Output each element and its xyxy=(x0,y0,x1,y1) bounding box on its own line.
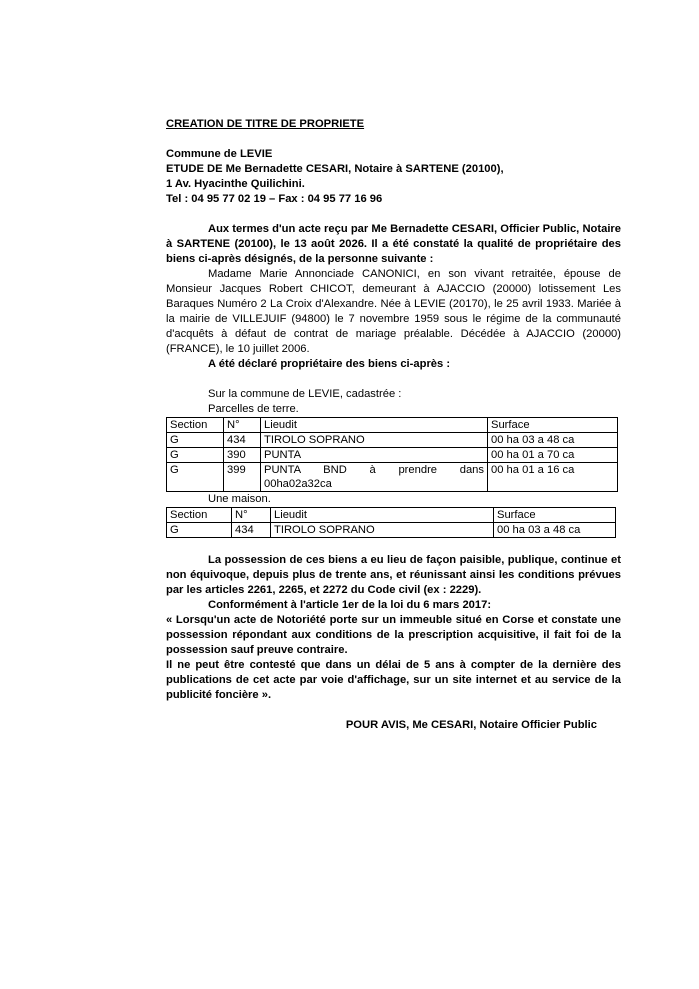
commune-line: Commune de LEVIE xyxy=(166,148,273,160)
cell-section: G xyxy=(167,463,224,492)
cell-surface: 00 ha 03 a 48 ca xyxy=(494,523,616,538)
header-lieudit: Lieudit xyxy=(271,508,494,523)
cell-section: G xyxy=(167,523,232,538)
phone-line: Tel : 04 95 77 02 19 – Fax : 04 95 77 16 96 xyxy=(166,193,383,205)
cell-lieudit: TIROLO SOPRANO xyxy=(261,433,488,448)
cell-num: 399 xyxy=(224,463,261,492)
header-lieudit: Lieudit xyxy=(261,418,488,433)
cell-lieudit xyxy=(261,463,488,492)
cell-lieudit-line2: 00ha02a32ca xyxy=(264,478,332,490)
parcelles-label: Parcelles de terre. xyxy=(208,403,299,415)
header-surface: Surface xyxy=(494,508,616,523)
document-title: CREATION DE TITRE DE PROPRIETE xyxy=(166,118,365,130)
header-surface: Surface xyxy=(488,418,618,433)
possession-paragraph: La possession de ces biens a eu lieu de façon paisible, publique, continue et non équivoque, depuis plus de trente ans, et réunissant ainsi les conditions prévues par les articles 2261, 2265, et 2272 du Code civil (ex : 2229). xyxy=(166,554,621,596)
table-row xyxy=(167,463,618,492)
cell-surface: 00 ha 03 a 48 ca xyxy=(488,433,618,448)
cell-num: 434 xyxy=(224,433,261,448)
etude-line: ETUDE DE Me Bernadette CESARI, Notaire à SARTENE (20100), xyxy=(166,163,504,175)
header-section: Section xyxy=(167,508,232,523)
person-paragraph: Madame Marie Annonciade CANONICI, en son vivant retraitée, épouse de Monsieur Jacques Robert CHICOT, demeurant à AJACCIO (20000) lotissement Les Baraques Numéro 2 La Croix d'Alexandre. Née à LEVIE (20170), le 25 avril 1933. Mariée à la mairie de VILLEJUIF (94800) le 7 novembre 1959 sous le régime de la communauté d'acquêts à défaut de contrat de mariage préalable. Décédée à AJACCIO (20000) (FRANCE), le 10 juillet 2006. xyxy=(166,268,621,355)
maison-label: Une maison. xyxy=(208,493,271,505)
table-row xyxy=(167,448,618,463)
header-section: Section xyxy=(167,418,224,433)
table-row xyxy=(167,433,618,448)
cadastre-line: Sur la commune de LEVIE, cadastrée : xyxy=(208,388,402,400)
cell-lieudit: TIROLO SOPRANO xyxy=(271,523,494,538)
citation-paragraph: « Lorsqu'un acte de Notoriété porte sur un immeuble situé en Corse et constate une possession répondant aux conditions de la prescription acquisitive, il fait foi de la possession sauf preuve contraire. xyxy=(166,614,621,656)
declaration-line: A été déclaré propriétaire des biens ci-après : xyxy=(208,358,451,370)
table-row xyxy=(167,523,616,538)
table-header-row xyxy=(167,418,618,433)
cell-section: G xyxy=(167,448,224,463)
cell-surface: 00 ha 01 a 70 ca xyxy=(488,448,618,463)
table-header-row xyxy=(167,508,616,523)
cell-num: 434 xyxy=(232,523,271,538)
document-page xyxy=(166,117,621,733)
conformement-line: Conformément à l'article 1er de la loi du 6 mars 2017: xyxy=(208,599,492,611)
intro-paragraph: Aux termes d'un acte reçu par Me Bernadette CESARI, Officier Public, Notaire à SARTENE (20100), le 13 août 2026. Il a été constaté la qualité de propriétaire des biens ci-après désignés, de la personne suivante : xyxy=(166,223,621,265)
maison-table xyxy=(166,507,616,538)
signature-line: POUR AVIS, Me CESARI, Notaire Officier Public xyxy=(345,719,597,731)
cell-lieudit: PUNTA xyxy=(261,448,488,463)
cell-section: G xyxy=(167,433,224,448)
cell-lieudit-line1: PUNTA BND à prendre dans xyxy=(264,464,484,476)
header-num: N° xyxy=(224,418,261,433)
parcelles-table xyxy=(166,417,618,492)
contestation-paragraph: Il ne peut être contesté que dans un délai de 5 ans à compter de la dernière des publications de cet acte par voie d'affichage, sur un site internet et au service de la publicité foncière ». xyxy=(166,659,621,701)
cell-surface: 00 ha 01 a 16 ca xyxy=(488,463,618,492)
address-line: 1 Av. Hyacinthe Quilichini. xyxy=(166,178,305,190)
header-num: N° xyxy=(232,508,271,523)
cell-num: 390 xyxy=(224,448,261,463)
